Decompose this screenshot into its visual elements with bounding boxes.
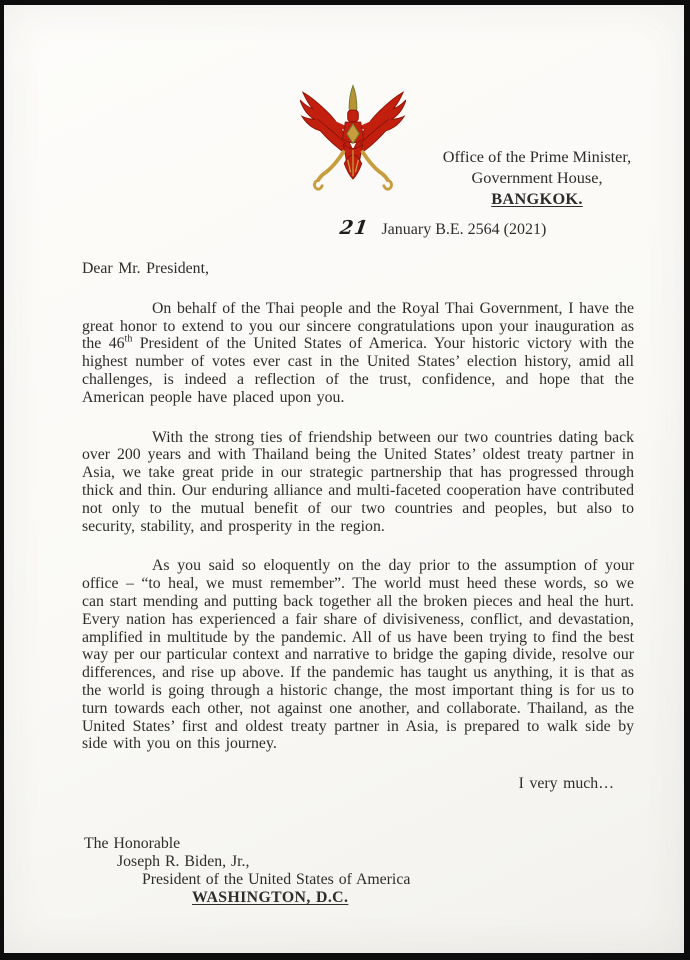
garuda-emblem-icon xyxy=(300,77,406,201)
recipient-name: Joseph R. Biden, Jr., xyxy=(117,853,250,870)
paragraph-2: With the strong ties of friendship between our two countries dating back over 200 years and with Thailand being the United States’ oldest treaty partner in Asia, we take great pride in our strategic partnership that has progressed through thick and thin. Our enduring alliance and multi-faceted cooperation have contributed not only to the mutual benefit of our two countries and peoples, but also to security, stability, and prosperity in the region. xyxy=(82,428,634,535)
salutation: Dear Mr. President, xyxy=(82,260,209,277)
paragraph-3: As you said so eloquently on the day prior to the assumption of your office – “to heal, we must remember”. The world must heed these words, so we can start mending and putting back together all the broken pieces and heal the hurt. Every nation has experienced a fair share of divisiveness, conflict, and devastation, amplified in multitude by the pandemic. All of us have been trying to find the best way per our particular context and narrative to bridge the gaping divide, resolve our differences, and rise up above. If the pandemic has taught us anything, it is that as the world is going through a historic change, the most important thing is for us to turn towards each other, not against one another, and collaborate. Thailand, as the United States’ first and oldest treaty partner in Asia, is prepared to walk side by side with you on this journey. xyxy=(82,557,634,753)
date-text: January B.E. 2564 (2021) xyxy=(381,221,547,238)
letterhead-house: Government House, xyxy=(471,168,603,187)
recipient-city: WASHINGTON, D.C. xyxy=(192,889,349,906)
letter-body xyxy=(82,260,634,793)
recipient-block xyxy=(84,835,410,907)
dateline xyxy=(340,217,546,239)
handwritten-day: 21 xyxy=(338,217,370,239)
recipient-title: President of the United States of America xyxy=(142,871,411,888)
letter-paper xyxy=(4,5,684,953)
paragraph-1 xyxy=(82,300,634,407)
letterhead xyxy=(422,146,652,209)
recipient-honorific: The Honorable xyxy=(84,835,181,852)
closing-line: I very much… xyxy=(518,775,614,793)
letterhead-city: BANGKOK. xyxy=(491,189,583,208)
letterhead-office: Office of the Prime Minister, xyxy=(442,147,632,166)
ordinal-superscript: th xyxy=(124,334,133,346)
paragraph-1-text-b: President of the United States of America. Your historic victory with the highest number of votes ever cast in the United States’ election history, amid all challenges, is indeed a reflection of the trust, confidence, and hope that the American people have placed upon you. xyxy=(82,335,634,406)
paragraph-1-text-a: On behalf of the Thai people and the Royal Thai Government, I have the great honor to extend to you our sincere congratulations upon your inauguration as the 46 xyxy=(82,299,634,353)
